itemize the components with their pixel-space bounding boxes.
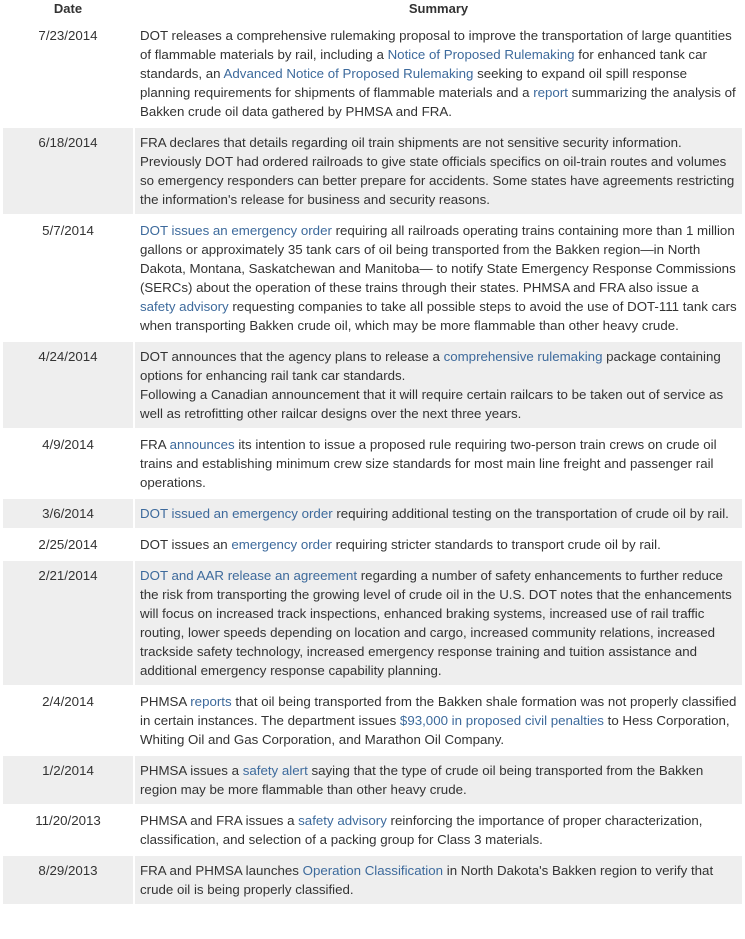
- summary-text: requiring stricter standards to transport crude oil by rail.: [331, 537, 661, 552]
- row-date: 2/25/2014: [3, 530, 133, 559]
- summary-text: DOT announces that the agency plans to release a: [140, 349, 444, 364]
- summary-link[interactable]: Advanced Notice of Proposed Rulemaking: [223, 66, 474, 81]
- summary-text: summarizing the analysis of Bakken crude oil data gathered by PHMSA and FRA.: [140, 85, 736, 119]
- table-row: [3, 687, 742, 754]
- row-date: 5/7/2014: [3, 216, 133, 340]
- summary-text: DOT releases a comprehensive rulemaking proposal to improve the transportation of large quantities of flammable materials by rail, including a: [140, 28, 732, 62]
- summary-text: package containing options for enhancing rail tank car standards.: [140, 349, 721, 383]
- summary-text: in North Dakota's Bakken region to verify that crude oil is being properly classified.: [140, 863, 714, 897]
- row-summary: [135, 21, 742, 126]
- summary-text: FRA declares that details regarding oil train shipments are not sensitive security information. Previously DOT had ordered railroads to give state officials specifics on oil-train routes and volumes so emergency responders can better prepare for accidents. Some states have agreements restricting the information's release for business and security reasons.: [140, 135, 735, 207]
- timeline-body: [3, 21, 742, 904]
- row-summary: [135, 342, 742, 428]
- row-date: 2/21/2014: [3, 561, 133, 685]
- table-row: [3, 756, 742, 804]
- row-date: 11/20/2013: [3, 806, 133, 854]
- row-date: 7/23/2014: [3, 21, 133, 126]
- table-row: [3, 561, 742, 685]
- row-date: 8/29/2013: [3, 856, 133, 904]
- row-summary: [135, 806, 742, 854]
- row-date: 1/2/2014: [3, 756, 133, 804]
- summary-text: FRA: [140, 437, 170, 452]
- summary-text: for enhanced tank car standards, an: [140, 47, 707, 81]
- summary-link[interactable]: emergency order: [231, 537, 332, 552]
- row-date: 3/6/2014: [3, 499, 133, 528]
- row-summary: [135, 430, 742, 497]
- summary-text: FRA and PHMSA launches: [140, 863, 303, 878]
- row-date: 4/9/2014: [3, 430, 133, 497]
- summary-link[interactable]: DOT issued an emergency order: [140, 506, 333, 521]
- summary-text: PHMSA issues a: [140, 763, 243, 778]
- table-row: [3, 21, 742, 126]
- summary-link[interactable]: DOT issues an emergency order: [140, 223, 332, 238]
- row-summary: [135, 756, 742, 804]
- summary-link[interactable]: $93,000 in proposed civil penalties: [399, 713, 604, 728]
- summary-link[interactable]: report: [533, 85, 568, 100]
- table-row: [3, 499, 742, 528]
- table-row: [3, 856, 742, 904]
- summary-text: its intention to issue a proposed rule requiring two-person train crews on crude oil trains and establishing minimum crew size standards for most main line freight and passenger rail operations.: [140, 437, 717, 490]
- date-column-header: Date: [3, 0, 133, 19]
- summary-link[interactable]: safety alert: [242, 763, 308, 778]
- row-summary: [135, 687, 742, 754]
- row-summary: [135, 856, 742, 904]
- row-summary: [135, 499, 742, 528]
- row-summary: [135, 216, 742, 340]
- summary-text: requiring additional testing on the transportation of crude oil by rail.: [332, 506, 729, 521]
- summary-text: PHMSA: [140, 694, 191, 709]
- summary-link[interactable]: DOT and AAR release an agreement: [140, 568, 358, 583]
- timeline-table: [1, 0, 744, 906]
- table-row: [3, 530, 742, 559]
- row-date: 2/4/2014: [3, 687, 133, 754]
- summary-text: reinforcing the importance of proper characterization, classification, and selection of a packing group for Class 3 materials.: [140, 813, 703, 847]
- summary-text: Following a Canadian announcement that it will require certain railcars to be taken out of service as well as retrofitting other railcar designs over the next three years.: [140, 387, 724, 421]
- row-summary: [135, 530, 742, 559]
- table-row: [3, 806, 742, 854]
- summary-text: regarding a number of safety enhancements to further reduce the risk from transporting the growing level of crude oil in the U.S. DOT notes that the enhancements will focus on increased track inspections, enhanced braking systems, increased use of rail traffic routing, lower speeds depending on location and cargo, increased community relations, increased trackside safety technology, increased emergency response training and tuition assistance and additional emergency response capability planning.: [140, 568, 732, 678]
- table-row: [3, 342, 742, 428]
- summary-link[interactable]: safety advisory: [140, 299, 229, 314]
- summary-text: requiring all railroads operating trains containing more than 1 million gallons or approximately 35 tank cars of oil being transported from the Bakken region—in North Dakota, Montana, Saskatchewan and Manitoba— to notify State Emergency Response Commissions (SERCs) about the operation of these trains through their states. PHMSA and FRA also issue a: [140, 223, 736, 295]
- table-header-row: [3, 0, 742, 19]
- summary-text: seeking to expand oil spill response planning requirements for shipments of flammable materials and a: [140, 66, 688, 100]
- summary-link[interactable]: comprehensive rulemaking: [443, 349, 603, 364]
- summary-link[interactable]: Notice of Proposed Rulemaking: [387, 47, 575, 62]
- summary-link[interactable]: announces: [169, 437, 235, 452]
- summary-text: that oil being transported from the Bakken shale formation was not properly classified in certain instances. The department issues: [140, 694, 737, 728]
- table-row: [3, 216, 742, 340]
- table-row: [3, 430, 742, 497]
- row-date: 4/24/2014: [3, 342, 133, 428]
- table-row: [3, 128, 742, 214]
- row-summary: [135, 561, 742, 685]
- summary-text: to Hess Corporation, Whiting Oil and Gas Corporation, and Marathon Oil Company.: [140, 713, 730, 747]
- summary-link[interactable]: reports: [190, 694, 232, 709]
- summary-text: DOT issues an: [140, 537, 232, 552]
- summary-text: PHMSA and FRA issues a: [140, 813, 299, 828]
- summary-text: requesting companies to take all possible steps to avoid the use of DOT-111 tank cars when transporting Bakken crude oil, which may be more flammable than other heavy crude.: [140, 299, 737, 333]
- row-summary: [135, 128, 742, 214]
- summary-text: saying that the type of crude oil being transported from the Bakken region may be more flammable than other heavy crude.: [140, 763, 704, 797]
- summary-link[interactable]: safety advisory: [298, 813, 387, 828]
- row-date: 6/18/2014: [3, 128, 133, 214]
- summary-column-header: Summary: [135, 0, 742, 19]
- summary-link[interactable]: Operation Classification: [302, 863, 444, 878]
